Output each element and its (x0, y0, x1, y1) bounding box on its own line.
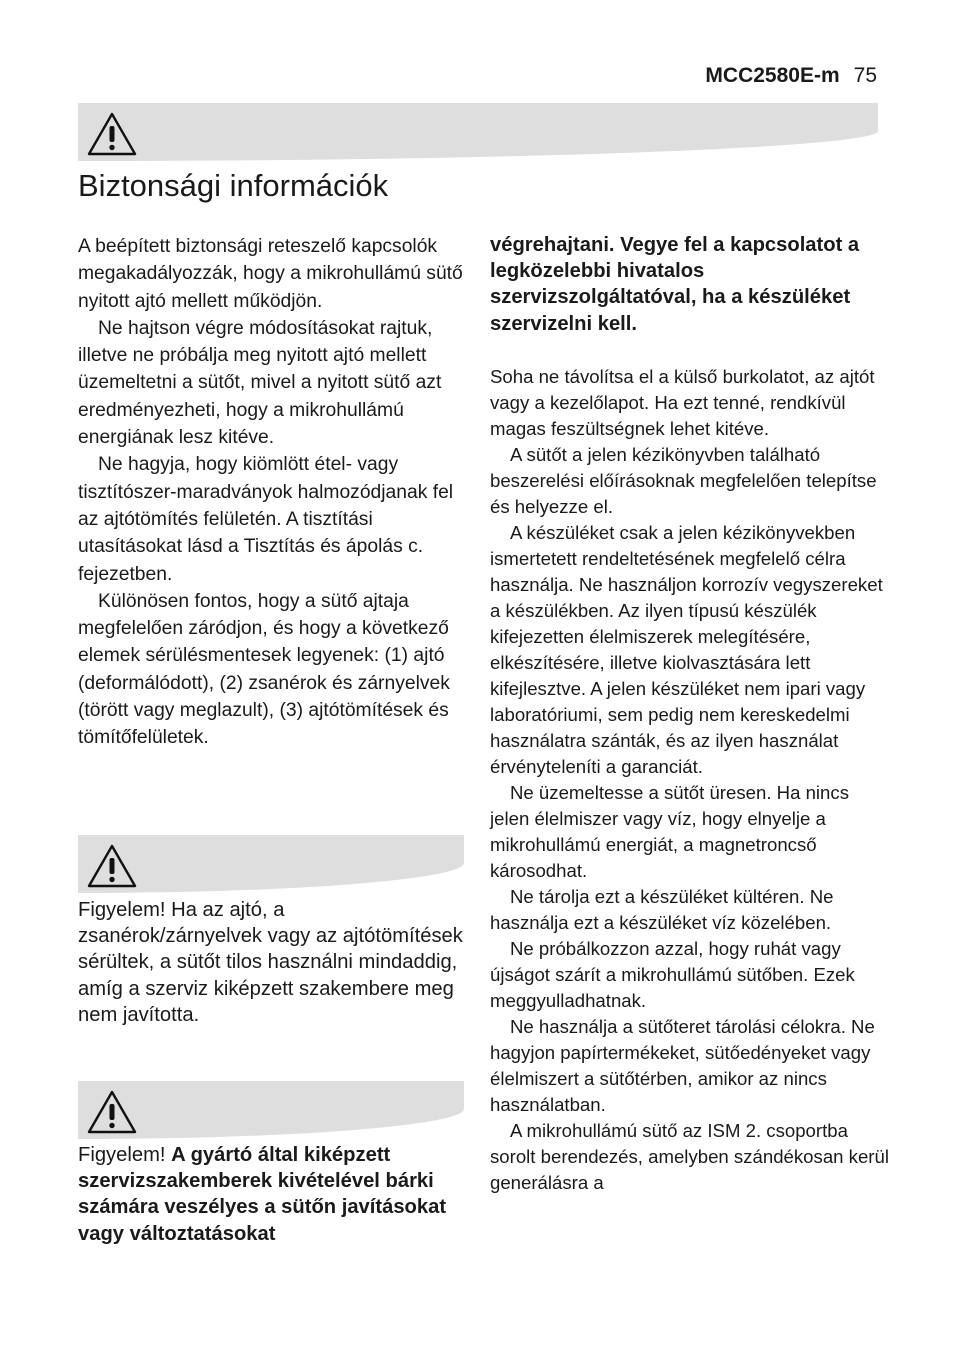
warning-banner (78, 1081, 464, 1139)
paragraph: Különösen fontos, hogy a sütő ajtaja megfelelően záródjon, és hogy a következő elemek sérülésmentesek legyenek: (1) ajtó (deformálódott), (2) zsanérok és zárnyelvek (törött vagy meglazult), (3) ajtótömítések és tömítőfelületek. (78, 590, 450, 749)
right-column-bold (490, 232, 890, 337)
left-column (78, 233, 470, 752)
paragraph: A sütőt a jelen kézikönyvben található beszerelési előírásoknak megfelelően telepítse és helyezze el. (490, 444, 877, 517)
page-number: 75 (853, 64, 877, 87)
paragraph: Ne hajtson végre módosításokat rajtuk, illetve ne próbálja meg nyitott ajtó mellett üzemeltetni a sütőt, mivel a nyitott sütő azt eredményezheti, hogy a mikrohullámú energiának lesz kitéve. (78, 317, 442, 449)
section-banner (78, 103, 878, 161)
warning-text (78, 1142, 470, 1247)
warning-triangle-icon (86, 843, 138, 889)
warning-prefix: Figyelem! (78, 1144, 172, 1166)
warning-triangle-icon (86, 1089, 138, 1135)
paragraph: Ne tárolja ezt a készüléket kültéren. Ne használja ezt a készüléket víz közelében. (490, 886, 834, 933)
paragraph: Soha ne távolítsa el a külső burkolatot, az ajtót vagy a kezelőlapot. Ha ezt tenné, rendkívül magas feszültségnek lehet kitéve. (490, 366, 875, 439)
bold-continuation: végrehajtani. Vegye fel a kapcsolatot a legközelebbi hivatalos szervizszolgáltatóval, ha a készüléket szervizelni kell. (490, 234, 860, 335)
page-header (705, 64, 877, 88)
paragraph: Ne üzemeltesse a sütőt üresen. Ha nincs jelen élelmiszer vagy víz, hogy elnyelje a mikrohullámú energiát, a magnetroncső károsodhat. (490, 782, 849, 881)
paragraph: A beépített biztonsági reteszelő kapcsolók megakadályozzák, hogy a mikrohullámú sütő nyitott ajtó mellett működjön. (78, 236, 463, 312)
warning-triangle-icon (86, 111, 138, 157)
paragraph: Ne hagyja, hogy kiömlött étel- vagy tisztítószer-maradványok halmozódjanak fel az ajtótömítés felületén. A tisztítási utasításokat lásd a Tisztítás és ápolás c. fejezetben. (78, 454, 454, 585)
warning-banner (78, 835, 464, 893)
right-column (490, 364, 890, 1196)
warning-bold-text: A gyártó által kiképzett szervizszakemberek kivételével bárki számára veszélyes a sütőn javításokat vagy változtatásokat (78, 1144, 447, 1245)
model-number: MCC2580E-m (705, 64, 840, 87)
paragraph: A mikrohullámú sütő az ISM 2. csoportba sorolt berendezés, amelyben szándékosan kerül generálásra a (490, 1120, 889, 1193)
paragraph: Ne próbálkozzon azzal, hogy ruhát vagy újságot szárít a mikrohullámú sütőben. Ezek meggyulladhatnak. (490, 938, 855, 1011)
paragraph: A készüléket csak a jelen kézikönyvekben ismertetett rendeltetésének megfelelő célra használja. Ne használjon korrozív vegyszereket a készülékben. Az ilyen típusú készülék kifejezetten élelmiszerek melegítésére, elkészítésére, illetve kiolvasztására lett kifejlesztve. A jelen készüléket nem ipari vagy laboratóriumi, sem pedig nem kereskedelmi használatra szánták, és az ilyen használat érvényteleníti a garanciát. (490, 522, 883, 777)
warning-text: Figyelem! Ha az ajtó, a zsanérok/zárnyelvek vagy az ajtótömítések sérültek, a sütőt tilos használni mindaddig, amíg a szerviz kiképzett szakembere meg nem javította. (78, 899, 463, 1026)
paragraph: Ne használja a sütőteret tárolási célokra. Ne hagyjon papírtermékeket, sütőedényeket vagy élelmiszert a sütőtérben, amikor az nincs használatban. (490, 1016, 875, 1115)
page-title: Biztonsági információk (78, 168, 389, 203)
